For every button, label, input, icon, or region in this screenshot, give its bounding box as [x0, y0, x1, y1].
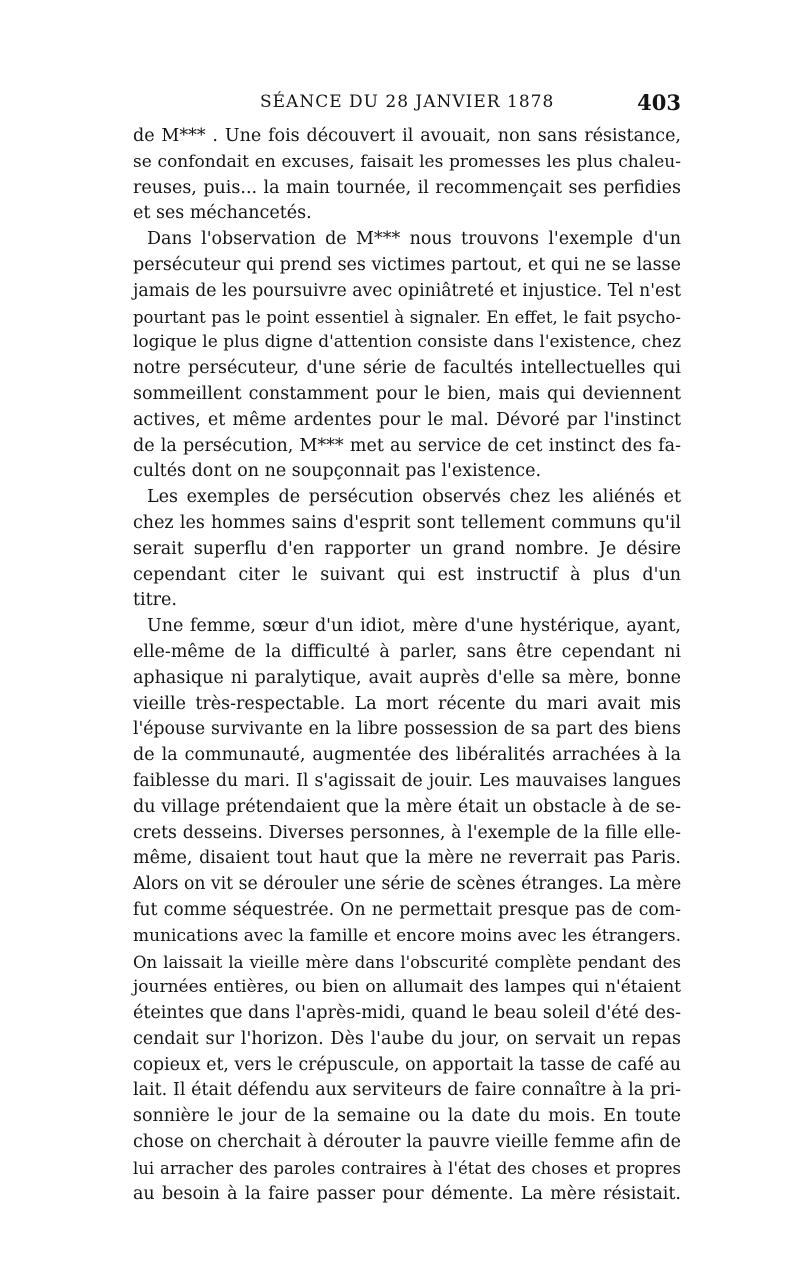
text-line: pourtant pas le point essentiel à signaler. En effet, le fait psycho-: [133, 307, 681, 327]
text-line: titre.: [133, 590, 177, 611]
text-line: Les exemples de persécution observés chez les aliénés et: [147, 487, 681, 508]
text-line: Dans l'observation de M*** nous trouvons l'exemple d'un: [147, 229, 681, 250]
text-line: actives, et même ardentes pour le mal. Dévoré par l'instinct: [133, 409, 681, 430]
running-title: SÉANCE DU 28 JANVIER 1878: [260, 92, 555, 112]
text-line: aphasique ni paralytique, avait auprès d'elle sa mère, bonne: [133, 667, 681, 688]
text-line: cependant citer le suivant qui est instructif à plus d'un: [133, 564, 681, 585]
text-line: fut comme séquestrée. On ne permettait presque pas de com-: [133, 899, 681, 920]
text-line: persécuteur qui prend ses victimes partout, et qui ne se lasse: [133, 254, 681, 275]
text-line: Alors on vit se dérouler une série de scènes étranges. La mère: [133, 874, 682, 895]
text-line: journées entières, ou bien on allumait des lampes qui n'étaient: [133, 977, 681, 998]
text-line: sonnière le jour de la semaine ou la date du mois. En toute: [133, 1106, 681, 1127]
text-line: même, disaient tout haut que la mère ne reverrait pas Paris.: [133, 848, 681, 869]
text-line: de la persécution, M*** met au service de cet instinct des fa-: [133, 435, 681, 456]
text-line: Une femme, sœur d'un idiot, mère d'une hystérique, ayant,: [147, 616, 681, 637]
text-line: éteintes que dans l'après-midi, quand le beau soleil d'été des-: [133, 1003, 681, 1024]
text-line: munications avec la famille et encore moins avec les étrangers.: [133, 925, 681, 946]
text-line: se confondait en excuses, faisait les promesses les plus chaleu-: [133, 151, 681, 172]
text-line: l'épouse survivante en la libre possession de sa part des biens: [133, 719, 681, 740]
text-line: cendait sur l'horizon. Dès l'aube du jour, on servait un repas: [133, 1028, 681, 1049]
text-line: lait. Il était défendu aux serviteurs de faire connaître à la pri-: [133, 1080, 681, 1101]
text-line: reuses, puis... la main tournée, il recommençait ses perfidies: [133, 177, 681, 198]
running-head: [133, 92, 681, 120]
text-line: chose on cherchait à dérouter la pauvre vieille femme afin de: [133, 1132, 681, 1153]
text-line: lui arracher des paroles contraires à l'état des choses et propres: [133, 1158, 681, 1178]
text-line: faiblesse du mari. Il s'agissait de jouir. Les mauvaises langues: [133, 770, 681, 791]
page-number: 403: [637, 90, 681, 115]
text-line: chez les hommes sains d'esprit sont tellement communs qu'il: [133, 512, 681, 533]
text-line: du village prétendaient que la mère était un obstacle à de se-: [133, 796, 681, 817]
text-line: notre persécuteur, d'une série de facultés intellectuelles qui: [133, 358, 681, 379]
text-line: cultés dont on ne soupçonnait pas l'existence.: [133, 461, 542, 482]
text-line: de la communauté, augmentée des libéralités arrachées à la: [133, 745, 681, 766]
text-line: sommeillent constamment pour le bien, mais qui deviennent: [133, 383, 681, 404]
body-text: [133, 124, 681, 1207]
text-line: On laissait la vieille mère dans l'obscurité complète pendant des: [133, 952, 681, 972]
text-line: logique le plus digne d'attention consiste dans l'existence, chez: [133, 332, 682, 353]
text-line: jamais de les poursuivre avec opiniâtreté et injustice. Tel n'est: [133, 280, 681, 301]
text-line: copieux et, vers le crépuscule, on apportait la tasse de café au: [133, 1054, 681, 1075]
text-line: serait superflu d'en rapporter un grand nombre. Je désire: [133, 538, 681, 559]
text-line: au besoin à la faire passer pour démente. La mère résistait.: [133, 1183, 681, 1204]
text-line: vieille très-respectable. La mort récente du mari avait mis: [133, 693, 681, 714]
text-line: elle-même de la difficulté à parler, sans être cependant ni: [133, 641, 681, 662]
text-line: et ses méchancetés.: [133, 203, 312, 224]
text-line: de M*** . Une fois découvert il avouait, non sans résistance,: [133, 126, 681, 146]
text-line: crets desseins. Diverses personnes, à l'exemple de la fille elle-: [133, 822, 681, 843]
